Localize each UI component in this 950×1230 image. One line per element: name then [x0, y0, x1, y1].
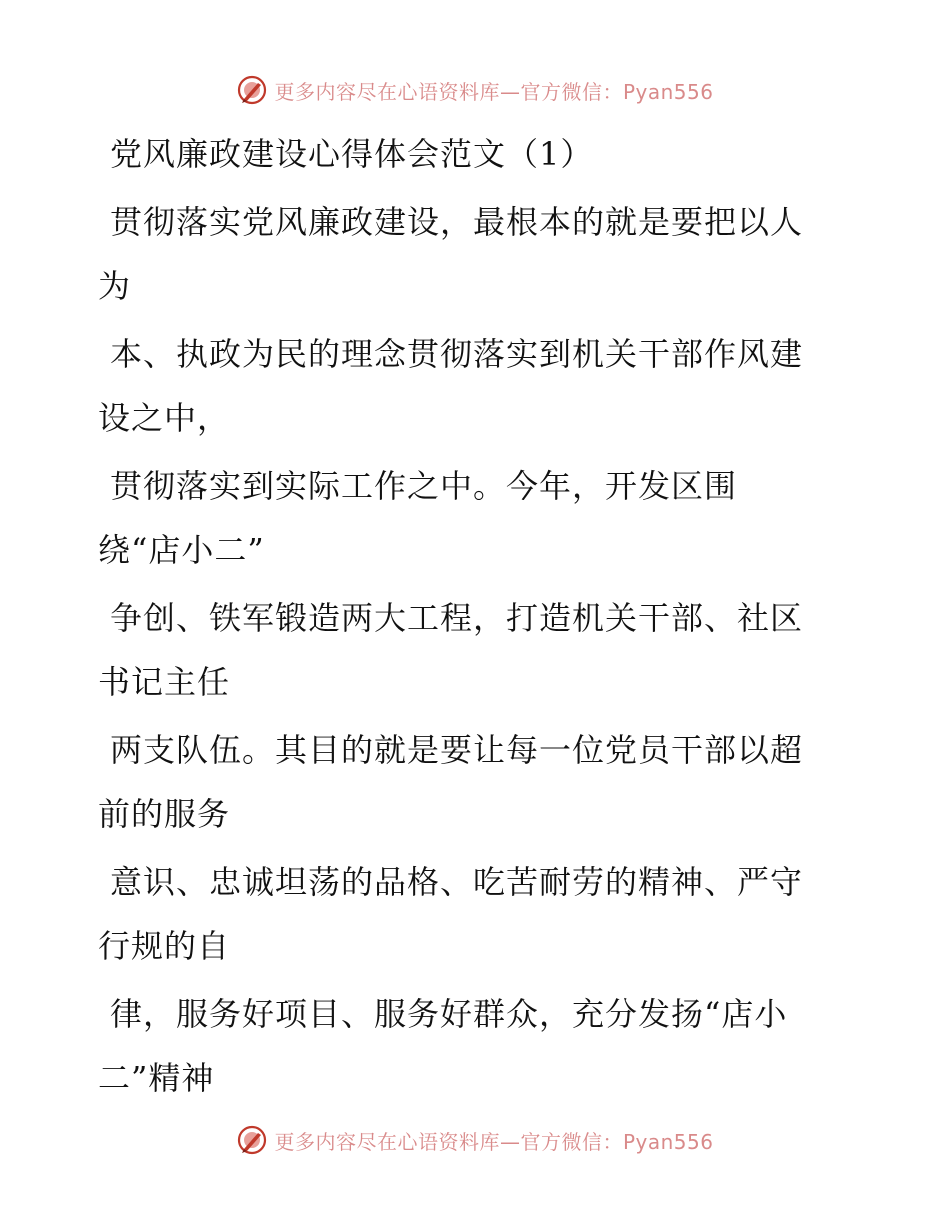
text-line: 二”精神	[98, 1059, 215, 1097]
header-watermark	[0, 70, 950, 110]
text-line: 行规的自	[98, 927, 231, 965]
text-line: 两支队伍。其目的就是要让每一位党员干部以超	[110, 731, 804, 769]
text-line: 书记主任	[98, 663, 231, 701]
text-line: 本、执政为民的理念贯彻落实到机关干部作风建	[110, 335, 804, 373]
text-line: 贯彻落实到实际工作之中。今年，开发区围	[110, 467, 738, 505]
text-line: 律，服务好项目、服务好群众，充分发扬“店小	[110, 995, 788, 1033]
text-line: 设之中，	[98, 399, 231, 437]
paragraph	[98, 454, 838, 582]
paragraph	[98, 982, 838, 1110]
watermark-text: 更多内容尽在心语资料库—官方微信：Pyan556	[274, 79, 714, 104]
text-line: 为	[98, 267, 132, 305]
text-line: 绕“店小二”	[98, 531, 265, 569]
paragraph	[98, 586, 838, 714]
text-line: 贯彻落实党风廉政建设，最根本的就是要把以人	[110, 203, 804, 241]
document-title	[98, 122, 838, 186]
text-line: 党风廉政建设心得体会范文（1）	[110, 135, 594, 173]
text-line: 意识、忠诚坦荡的品格、吃苦耐劳的精神、严守	[110, 863, 804, 901]
paragraph	[98, 322, 838, 450]
text-line: 争创、铁军锻造两大工程，打造机关干部、社区	[110, 599, 804, 637]
paragraph	[98, 718, 838, 846]
footer-watermark	[0, 1120, 950, 1160]
document-body	[98, 122, 838, 1114]
paragraph	[98, 850, 838, 978]
pen-logo-icon	[236, 74, 268, 106]
pen-logo-icon	[236, 1124, 268, 1156]
text-line: 前的服务	[98, 795, 231, 833]
watermark-text: 更多内容尽在心语资料库—官方微信：Pyan556	[274, 1129, 714, 1154]
paragraph	[98, 190, 838, 318]
